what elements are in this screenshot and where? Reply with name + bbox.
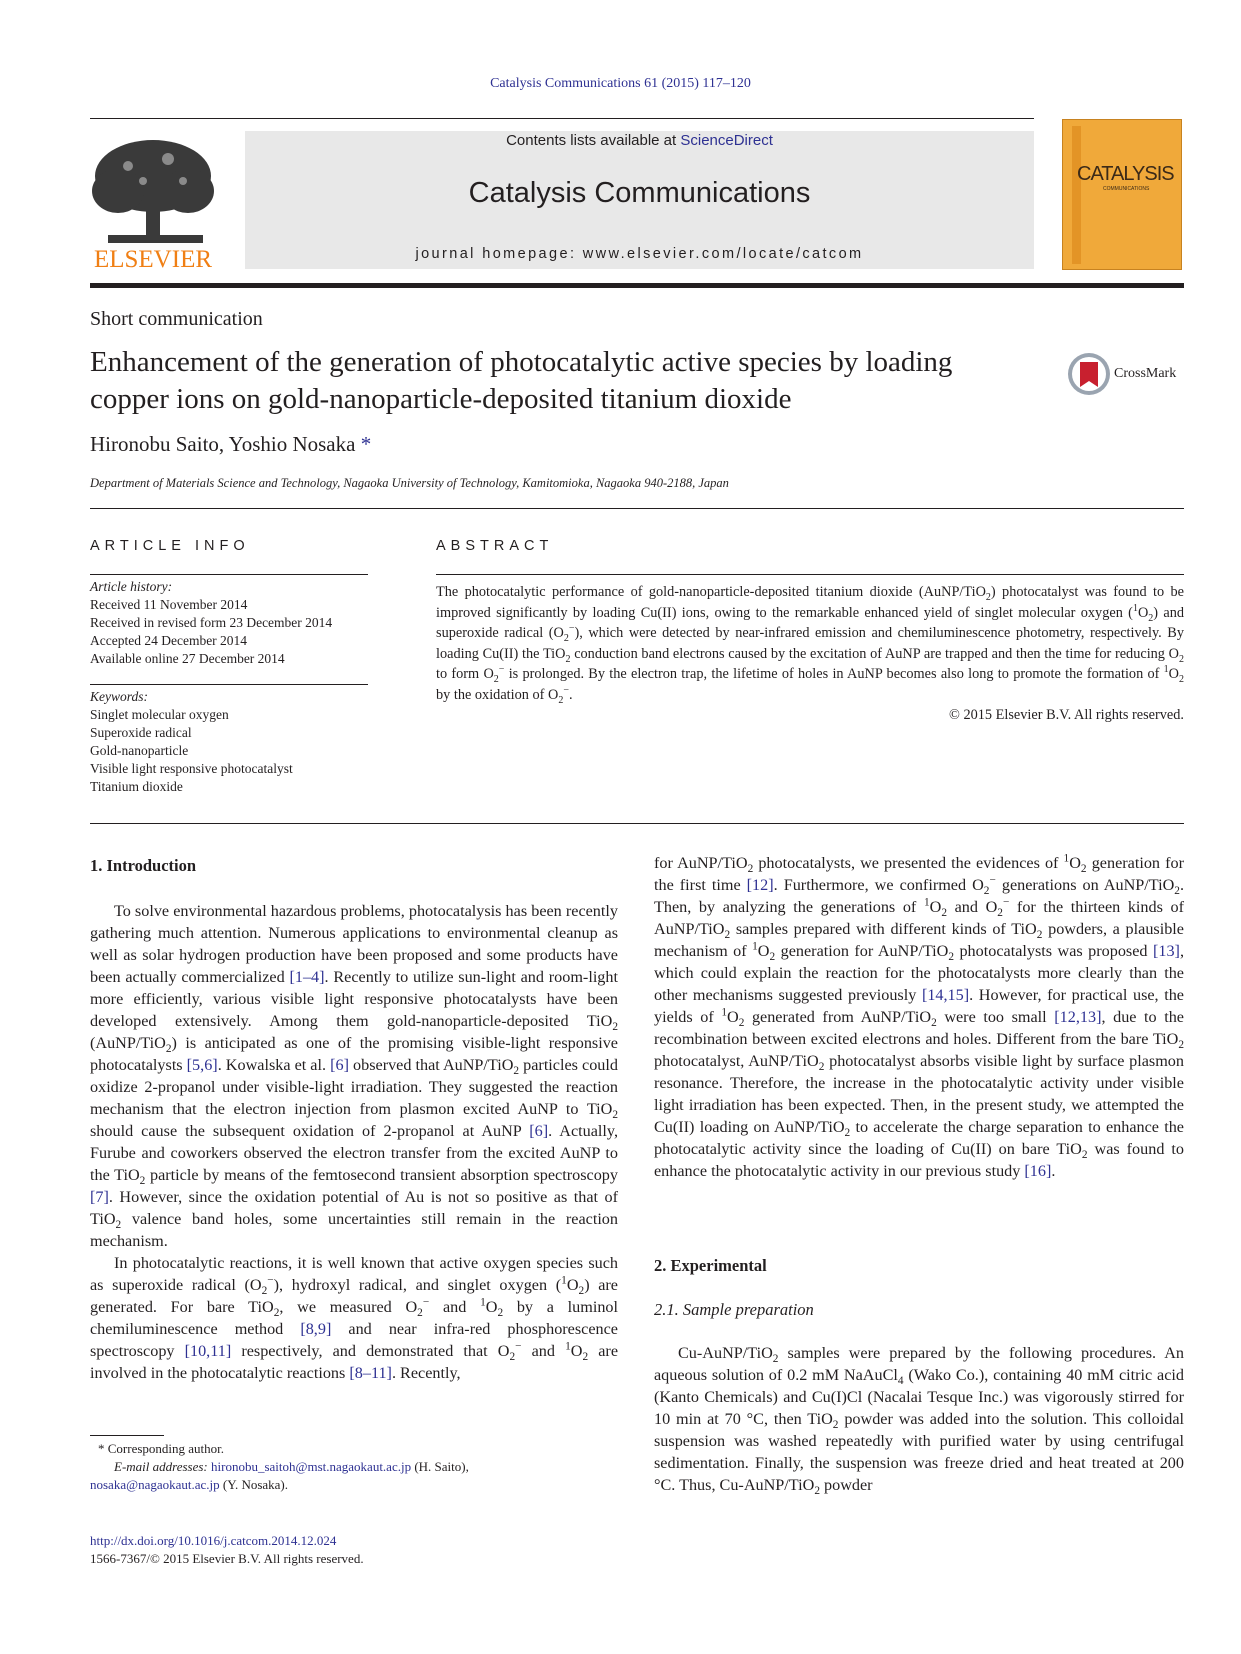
journal-name: Catalysis Communications (468, 177, 811, 209)
paragraph: In photocatalytic reactions, it is well known that active oxygen species such as superoxide radical $(O_2^-)$, hydroxyl radical, and singlet oxygen $(^1O_2)$ are generated. For bare TiO$_2$, we measured $O_2^-$ and $^1O_2$ by a luminol chemiluminescence method [8,9] and near infra-red phosphorescence spectroscopy [10,11] respectively, and demonstrated that $O_2^-$ and $^1O_2$ are involved in the photocatalytic reactions [8–11]. Recently, (90, 1254, 619, 1382)
contents-line: Contents lists available at ScienceDirect (506, 132, 773, 149)
introduction-continued (654, 852, 1184, 1182)
issn-line: 1566-7367/© 2015 Elsevier B.V. All rights reserved. (90, 1551, 364, 1566)
email-footnote-2: nosaka@nagaokaut.ac.jp (Y. Nosaka). (90, 1477, 289, 1492)
crossmark-badge[interactable] (1067, 352, 1187, 398)
banner-rule (90, 283, 1184, 288)
abstract-text: The photocatalytic performance of gold-nanoparticle-deposited titanium dioxide (AuNP/TiO$_2$) photocatalyst was found to be improved significantly by loading Cu(II) ions, owing to the remarkable enhanced yield of singlet molecular oxygen $(^1O_2)$ and superoxide radical $(O_2^-)$, which were detected by near-infrared emission and chemiluminescence photometry, respectively. By loading Cu(II) the TiO$_2$ conduction band electrons caused by the excitation of AuNP are trapped and then the time for reducing $O_2$ to form $O_2^-$ is prolonged. By the electron trap, the lifetime of holes in AuNP becomes also long to promote the formation of $^1O_2$ by the oxidation of $O_2^-$. (436, 584, 1184, 706)
cover-subtitle: COMMUNICATIONS (1103, 186, 1150, 192)
cover-title: CATALYSIS (1077, 163, 1174, 185)
keywords (90, 688, 293, 796)
history-online: Available online 27 December 2014 (90, 651, 285, 666)
journal-homepage[interactable]: journal homepage: www.elsevier.com/locate/catcom (415, 246, 864, 262)
paragraph: Cu-AuNP/TiO$_2$ samples were prepared by the following procedures. An aqueous solution of 0.2 mM NaAuCl$_4$ (Wako Co.), containing 40 mM citric acid (Kanto Chemicals) and Cu(I)Cl (Nacalai Tesque Inc.) was vigorously stirred for 10 min at 70 °C, then TiO$_2$ powder was added into the solution. This colloidal suspension was washed repeatedly with purified water by using centrifugal sedimentation. Finally, the suspension was freeze dried and heat treated at 200 °C. Thus, Cu-AuNP/TiO$_2$ powder (654, 1344, 1185, 1498)
abstract-rule (436, 574, 1184, 575)
subsection-heading-sample-preparation: 2.1. Sample preparation (654, 1300, 814, 1319)
article-title: Enhancement of the generation of photocatalytic active species by loading copper ions on gold-nanoparticle-deposited titanium dioxide (90, 346, 953, 415)
history-revised: Received in revised form 23 December 2014 (90, 615, 333, 630)
email-link-nosaka[interactable]: nosaka@nagaokaut.ac.jp (90, 1477, 220, 1492)
keyword-item: Gold-nanoparticle (90, 743, 189, 758)
history-label: Article history: (90, 579, 173, 594)
paragraph: To solve environmental hazardous problems, photocatalysis has been recently gathering much attention. Numerous applications to environmental cleanup as well as solar hydrogen production have been proposed and some products have been actually commercialized [1–4]. Recently to utilize sun-light and room-light more efficiently, various visible light responsive photocatalysts have been developed extensively. Among them gold-nanoparticle-deposited TiO$_2$ (AuNP/TiO$_2$) is anticipated as one of the promising visible-light responsive photocatalysts [5,6]. Kowalska et al. [6] observed that AuNP/TiO$_2$ particles could oxidize 2-propanol under visible-light irradiation. They suggested the reaction mechanism that the electron injection from plasmon excited AuNP to TiO$_2$ should cause the subsequent oxidation of 2-propanol at AuNP [6]. Actually, Furube and coworkers observed the electron transfer from the excited AuNP to the TiO$_2$ particle by means of the femtosecond transient absorption spectroscopy [7]. However, since the oxidation potential of Au is not so positive as that of TiO$_2$ valence band holes, some uncertainties still remain in the reaction mechanism. (90, 902, 619, 1250)
keyword-item: Titanium dioxide (90, 779, 183, 794)
keyword-item: Superoxide radical (90, 725, 192, 740)
sciencedirect-link[interactable]: ScienceDirect (680, 132, 773, 149)
abstract-copyright: © 2015 Elsevier B.V. All rights reserved. (949, 707, 1184, 723)
introduction-body (90, 900, 618, 1384)
elsevier-logo (88, 131, 218, 271)
crossmark-label: CrossMark (1114, 366, 1177, 381)
elsevier-wordmark: ELSEVIER (93, 246, 213, 271)
affiliation-rule (90, 508, 1184, 509)
article-type: Short communication (90, 308, 263, 330)
keyword-item: Singlet molecular oxygen (90, 707, 229, 722)
email-footnote: E-mail addresses: hironobu_saitoh@mst.nagaokaut.ac.jp (H. Saito), (114, 1459, 469, 1474)
abstract-heading: ABSTRACT (436, 538, 554, 554)
journal-banner (245, 131, 1034, 269)
keyword-item: Visible light responsive photocatalyst (90, 761, 293, 776)
tree-icon (88, 131, 218, 271)
history-received: Received 11 November 2014 (90, 597, 248, 612)
doi-link[interactable]: http://dx.doi.org/10.1016/j.catcom.2014.12.024 (90, 1533, 337, 1548)
corresponding-author-mark[interactable]: * (360, 432, 372, 456)
footnote-rule (90, 1435, 164, 1436)
cover-strip (1072, 126, 1081, 264)
article-info-heading: ARTICLE INFO (90, 538, 250, 554)
history-accepted: Accepted 24 December 2014 (90, 633, 248, 648)
journal-cover[interactable] (1062, 119, 1182, 270)
section-heading-introduction: 1. Introduction (90, 856, 197, 875)
header-rule (90, 118, 1034, 119)
email-link-saito[interactable]: hironobu_saitoh@mst.nagaokaut.ac.jp (211, 1459, 412, 1474)
crossmark-icon (1067, 352, 1111, 396)
article-history (90, 578, 332, 668)
abstract-body (436, 582, 1184, 726)
sample-preparation-body (654, 1342, 1184, 1496)
keywords-rule (90, 684, 368, 685)
article-info-rule (90, 574, 368, 575)
affiliation: Department of Materials Science and Technology, Nagaoka University of Technology, Kamitomioka, Nagaoka 940-2188, Japan (90, 476, 729, 490)
corresponding-footnote: * Corresponding author. (98, 1441, 225, 1456)
journal-citation[interactable]: Catalysis Communications 61 (2015) 117–120 (490, 76, 751, 91)
body-rule (90, 823, 1184, 824)
author-list: Hironobu Saito, Yoshio Nosaka * (90, 432, 372, 456)
section-heading-experimental: 2. Experimental (654, 1256, 767, 1275)
keywords-label: Keywords: (90, 689, 148, 704)
paragraph: for AuNP/TiO$_2$ photocatalysts, we presented the evidences of $^1O_2$ generation for the first time [12]. Furthermore, we confirmed $O_2^-$ generations on AuNP/TiO$_2$. Then, by analyzing the generations of $^1O_2$ and $O_2^-$ for the thirteen kinds of AuNP/TiO$_2$ samples prepared with different kinds of TiO$_2$ powders, a plausible mechanism of $^1O_2$ generation for AuNP/TiO$_2$ photocatalysts was proposed [13], which could explain the reaction for the photocatalysts more clearly than the other mechanisms suggested previously [14,15]. However, for practical use, the yields of $^1O_2$ generated from AuNP/TiO$_2$ were too small [12,13], due to the recombination between excited electrons and holes. Different from the bare TiO$_2$ photocatalyst, AuNP/TiO$_2$ photocatalyst absorbs visible light by surface plasmon resonance. Therefore, the increase in the photocatalytic activity under visible light irradiation has been expected. Then, in the present study, we attempted the Cu(II) loading on AuNP/TiO$_2$ to accelerate the charge separation to enhance the photocatalytic activity since the loading of Cu(II) on bare TiO$_2$ was found to enhance the photocatalytic activity in our previous study [16]. (654, 852, 1185, 1180)
